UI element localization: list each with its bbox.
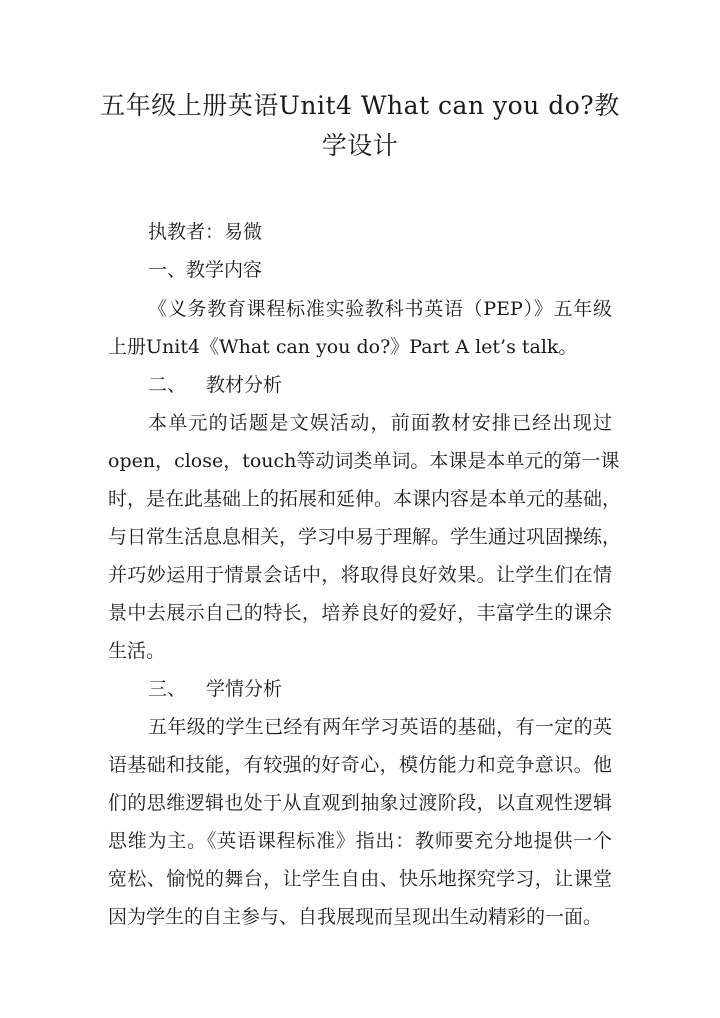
section2-paragraph-line: 并巧妙运用于情景会话中，将取得良好效果。让学生们在情 (108, 564, 612, 586)
section3-paragraph-line: 语基础和技能，有较强的好奇心，模仿能力和竞争意识。他 (108, 754, 612, 776)
section2-paragraph-line: 与日常生活息息相关，学习中易于理解。学生通过巩固操练， (108, 526, 622, 548)
author-line: 执教者：易微 (148, 221, 263, 243)
section2-paragraph-line: 本单元的话题是文娱活动，前面教材安排已经出现过 (148, 412, 612, 434)
section3-paragraph-line: 五年级的学生已经有两年学习英语的基础，有一定的英 (148, 716, 612, 738)
section3-paragraph-line: 宽松、愉悦的舞台，让学生自由、快乐地探究学习，让课堂 (108, 868, 612, 890)
section1-paragraph-line: 上册Unit4《What can you do?》Part A let’s talk。 (108, 336, 578, 358)
section1-heading: 一、教学内容 (148, 259, 263, 281)
section3-paragraph-line: 思维为主。《英语课程标准》指出：教师要充分地提供一个 (108, 830, 612, 852)
section2-paragraph-line: 景中去展示自己的特长，培养良好的爱好，丰富学生的课余 (108, 602, 612, 624)
section2-heading (148, 372, 282, 398)
document-title (100, 86, 620, 166)
section3-paragraph-line: 们的思维逻辑也处于从直观到抽象过渡阶段，以直观性逻辑 (108, 792, 612, 814)
section2-paragraph-line: open，close，touch等动词类单词。本课是本单元的第一课 (108, 450, 620, 472)
section3-heading (148, 676, 282, 702)
title-line-1: 五年级上册英语Unit4 What can you do?教 (100, 91, 620, 120)
title-line-2: 学设计 (321, 131, 399, 160)
section3-title: 学情分析 (206, 678, 283, 700)
section1-paragraph-line: 《义务教育课程标准实验教科书英语（PEP）》五年级 (148, 298, 612, 320)
section2-paragraph-line: 时，是在此基础上的拓展和延伸。本课内容是本单元的基础， (108, 488, 622, 510)
section2-title: 教材分析 (206, 374, 283, 396)
section3-paragraph-line: 因为学生的自主参与、自我展现而呈现出生动精彩的一面。 (108, 906, 603, 928)
section3-number: 三、 (148, 678, 187, 700)
section2-number: 二、 (148, 374, 187, 396)
section2-paragraph-line: 生活。 (108, 640, 166, 662)
